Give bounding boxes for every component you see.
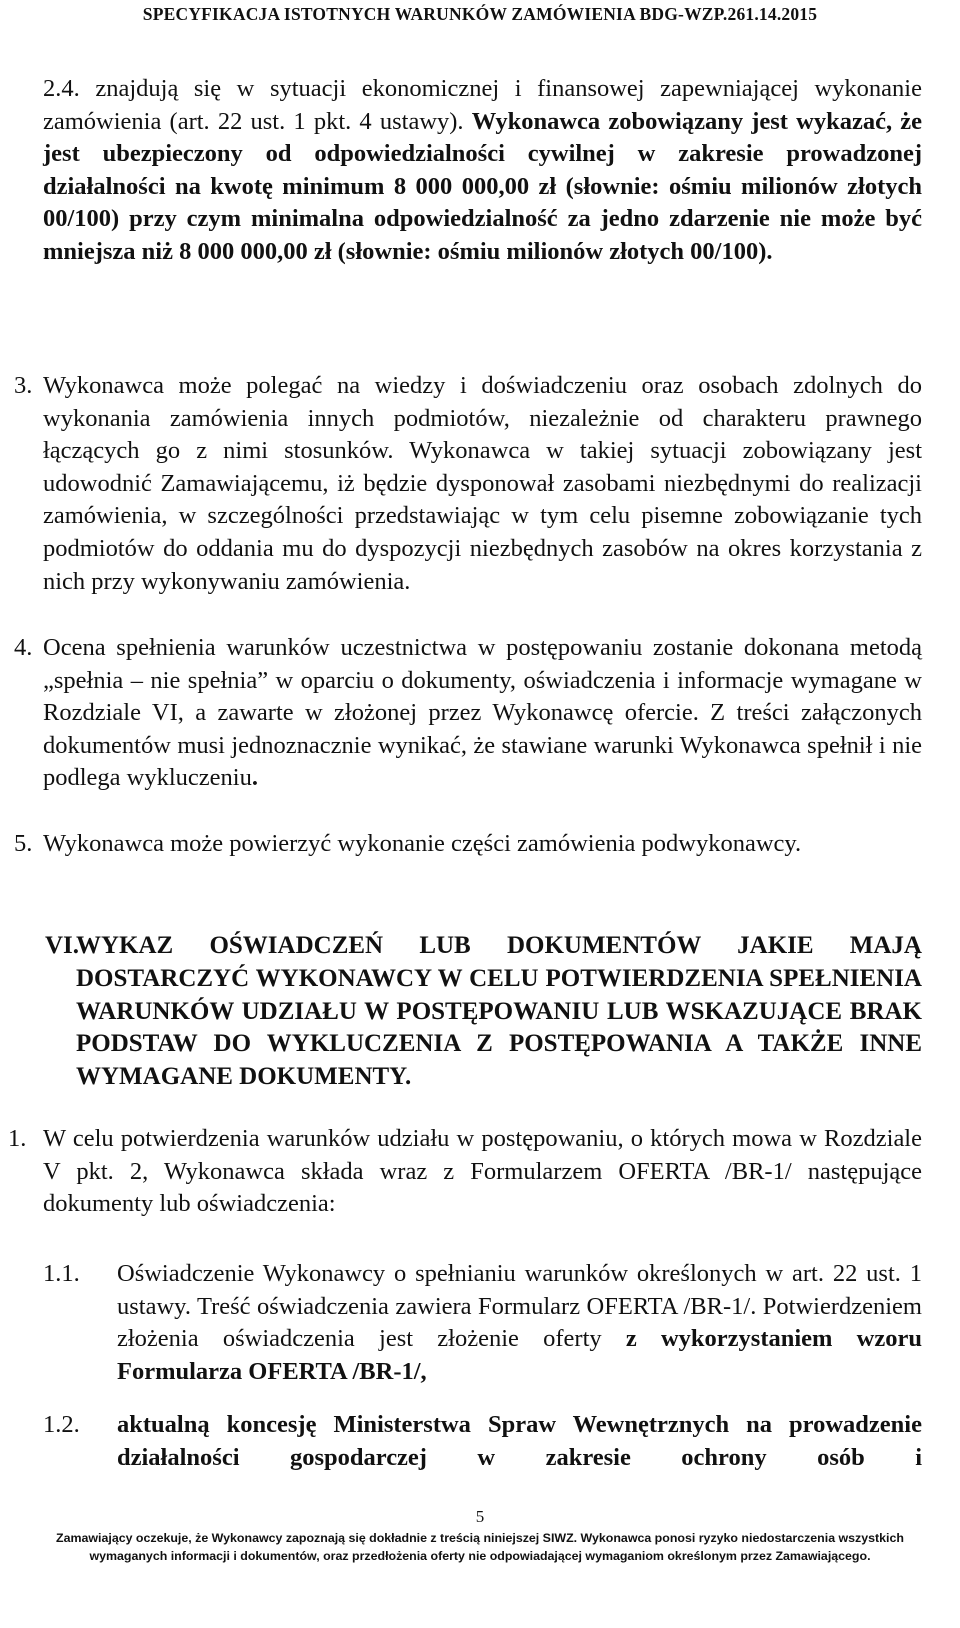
vi-item-1-text: W celu potwierdzenia warunków udziału w postępowaniu, o których mowa w Rozdziale V pkt. 2, Wykonawca składa wraz z Formularzem OFERTA /BR-1/ następujące dokumenty lub oświadczenia: [43, 1125, 922, 1218]
vi-item-1-1-bold-text: z wykorzystaniem wzoru Formularza OFERTA /BR-1/, [117, 1325, 922, 1385]
item-4-text: Ocena spełnienia warunków uczestnictwa w postępowaniu zostanie dokonana metodą „spełnia – nie spełnia” w oparciu o dokumenty, oświadczenia i informacje wymagane w Rozdziale VI, a zawarte w złożonej przez Wykonawcę ofercie. Z treści załączonych dokumentów musi jednoznacznie wynikać, że stawiane warunki Wykonawca spełnił i nie podlega wykluczeniu [43, 634, 922, 792]
vi-item-1-1-number: 1.1. [43, 1260, 80, 1287]
item-3-text: Wykonawca może polegać na wiedzy i doświadczeniu oraz osobach zdolnych do wykonania zamówienia innych podmiotów, niezależnie od charakteru prawnego łączących go z nimi stosunków. Wykonawca w takiej sytuacji zobowiązany jest udowodnić Zamawiającemu, iż będzie dysponował zasobami niezbędnymi do realizacji zamówienia, w szczególności przedstawiając w tym celu pisemne zobowiązanie tych podmiotów do oddania mu do dyspozycji niezbędnych zasobów na okres korzystania z nich przy wykonywaniu zamówienia. [43, 372, 922, 595]
vi-item-1-2-bold-text: aktualną koncesję Ministerstwa Spraw Wewnętrznych na prowadzenie działalności gospodarczej w zakresie ochrony osób i [117, 1411, 922, 1471]
item-2-4-text: 2.4. znajdują się w sytuacji ekonomicznej i finansowej zapewniającej wykonanie zamówienia (art. 22 ust. 1 pkt. 4 ustawy). [43, 75, 922, 135]
vi-item-1-1-text: Oświadczenie Wykonawcy o spełnianiu warunków określonych w art. 22 ust. 1 ustawy. Treść oświadczenia zawiera Formularz OFERTA /BR-1/. Potwierdzeniem złożenia oświadczenia jest złożenie oferty [117, 1260, 922, 1353]
item-5-number: 5. [14, 830, 33, 857]
section-vi-title: WYKAZ OŚWIADCZEŃ LUB DOKUMENTÓW JAKIE MAJĄ DOSTARCZYĆ WYKONAWCY W CELU POTWIERDZENIA SPEŁNIENIA WARUNKÓW UDZIAŁU W POSTĘPOWANIU LUB WSKAZUJĄCE BRAK PODSTAW DO WYKLUCZENIA Z POSTĘPOWANIA A TAKŻE INNE WYMAGANE DOKUMENTY. [76, 932, 922, 1091]
item-2-4-bold-text: Wykonawca zobowiązany jest wykazać, że jest ubezpieczony od odpowiedzialności cywilnej w zakresie prowadzonej działalności na kwotę minimum 8 000 000,00 zł (słownie: ośmiu milionów złotych 00/100) przy czym minimalna odpowiedzialność za jedno zdarzenie nie może być mniejsza niż 8 000 000,00 zł (słownie: ośmiu milionów złotych 00/100). [43, 107, 923, 265]
vi-item-1-number: 1. [8, 1125, 27, 1152]
item-4 [43, 632, 922, 795]
footer-line-1: Zamawiający oczekuje, że Wykonawcy zapoznają się dokładnie z treścią niniejszej SIWZ. Wykonawca ponosi ryzyko niedostarczenia wszystkich [56, 1531, 904, 1545]
item-3-number: 3. [14, 372, 33, 399]
page-header: SPECYFIKACJA ISTOTNYCH WARUNKÓW ZAMÓWIENIA BDG-WZP.261.14.2015 [142, 4, 818, 24]
page-number: 5 [475, 1507, 485, 1526]
item-4-number: 4. [14, 634, 33, 661]
page-footer [12, 1530, 948, 1565]
item-5-text: Wykonawca może powierzyć wykonanie części zamówienia podwykonawcy. [43, 830, 802, 857]
vi-item-1-1 [117, 1258, 922, 1388]
item-2-4 [43, 73, 922, 269]
footer-line-2: wymaganych informacji i dokumentów, oraz przedłożenia oferty nie odpowiadającej wymaganiom określonym przez Zamawiającego. [89, 1548, 871, 1563]
vi-item-1-2-number: 1.2. [43, 1411, 80, 1438]
item-4-end-mark: . [251, 764, 258, 792]
section-vi-number: VI. [45, 932, 80, 959]
